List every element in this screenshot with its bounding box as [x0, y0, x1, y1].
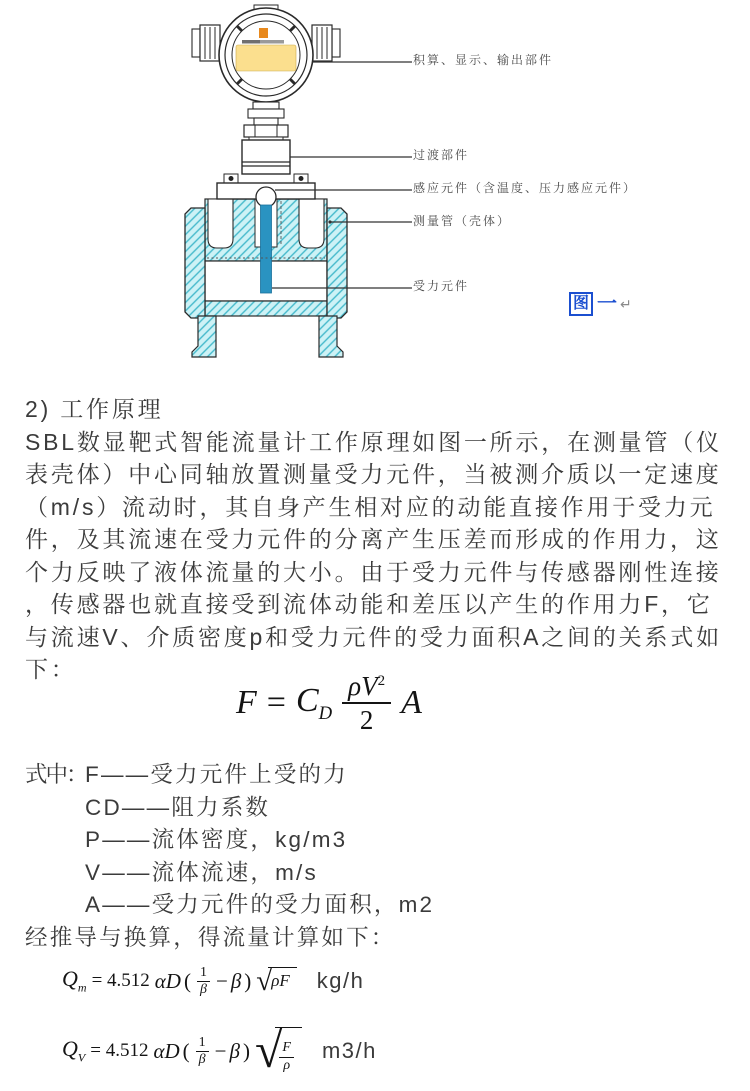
label-rod-part: 受力元件 [413, 279, 470, 293]
return-mark-icon: ↵ [620, 296, 632, 312]
flange-leg-left [192, 316, 216, 357]
para-line: 与流速V、介质密度p和受力元件的受力面积A之间的关系式如 [25, 623, 722, 650]
where-item-F: F——受力元件上受的力 [85, 762, 348, 787]
para-line: 件，及其流速在受力元件的分离产生压差而形成的作用力，这 [25, 526, 722, 552]
Qv-symbol: $Q_V$ [62, 1036, 86, 1065]
where-label: 式中： [25, 762, 87, 787]
transition-block [242, 140, 290, 174]
beta-fraction: 1 β [197, 965, 210, 998]
sensor-circle [256, 187, 276, 207]
para-line: ，传感器也就直接受到流体动能和差压以产生的作用力F，它 [25, 591, 713, 617]
mass-flow-formula: $Q_m$ = 4.512 αD ( 1 β − β ) √ ρF kg/h [62, 964, 365, 997]
logo-mark [259, 28, 268, 38]
display-window [236, 45, 296, 71]
label-transition-part: 过渡部件 [413, 148, 470, 162]
para-line: SBL数显靶式智能流量计工作原理如图一所示，在测量管（仪 [25, 428, 722, 455]
bolt-right-head [299, 176, 304, 181]
hex-nut [244, 125, 288, 137]
mass-flow-unit: kg/h [316, 968, 365, 993]
symbol-definitions [25, 759, 737, 954]
label-display-part: 积算、显示、输出部件 [413, 53, 554, 67]
where-item-A: A——受力元件的受力面积，m2 [85, 892, 435, 917]
conduit-cap-left [192, 29, 200, 57]
figure-caption [569, 292, 632, 316]
label-tube-part: 测量管（壳体） [413, 214, 512, 228]
square-root: √ ρF [256, 967, 296, 996]
where-item-V: V——流体流速，m/s [85, 859, 318, 885]
pipe-flange-left [185, 208, 205, 318]
working-principle-section [25, 393, 737, 686]
equals-sign: = [266, 684, 286, 721]
volume-flow-formula: $Q_V$ = 4.512 αD ( 1 β − β ) √ $\frac{F}{\rho}$ m3/h [62, 1022, 377, 1079]
section-heading: 2) 工作原理 [25, 396, 164, 422]
bore-pocket-right [299, 199, 324, 248]
flange-leg-right [319, 316, 343, 357]
para-line: （m/s）流动时，其自身产生相对应的动能直接作用于受力元 [25, 493, 716, 520]
square-root: √ $\frac{F}{\rho}$ [255, 1027, 302, 1075]
caption-boxed-char: 图 [569, 292, 593, 316]
bolt-left-head [229, 176, 234, 181]
where-item-CD: CD——阻力系数 [85, 794, 271, 820]
conduit-cap-right [332, 29, 340, 57]
caption-dash-char: 一 [597, 293, 618, 315]
label-sensor-part: 感应元件（含温度、压力感应元件） [413, 181, 638, 195]
pipe-lower-wall [205, 301, 327, 316]
para-line: 下： [25, 656, 77, 682]
target-rod [261, 205, 272, 293]
Qm-symbol: $Q_m$ [62, 966, 87, 995]
pipe-flange-right [327, 208, 347, 318]
fraction: $\frac{\rho V^2}{2}$ [342, 672, 391, 735]
para-line: 表壳体）中心同轴放置测量受力元件，当被测介质以一定速度 [25, 461, 722, 487]
drag-coefficient: $C_D$ [295, 681, 333, 724]
where-item-P: P——流体密度，kg/m3 [85, 827, 348, 852]
bore-pocket-left [208, 199, 233, 248]
area-symbol: A [401, 684, 422, 721]
para-line: 个力反映了液体流量的大小。由于受力元件与传感器刚性连接 [25, 558, 722, 585]
formula-lhs: F [236, 684, 257, 721]
volume-flow-unit: m3/h [321, 1038, 377, 1063]
force-formula [236, 666, 422, 740]
derivation-line: 经推导与换算，得流量计算如下： [25, 924, 396, 950]
beta-fraction: 1 β [196, 1035, 209, 1068]
